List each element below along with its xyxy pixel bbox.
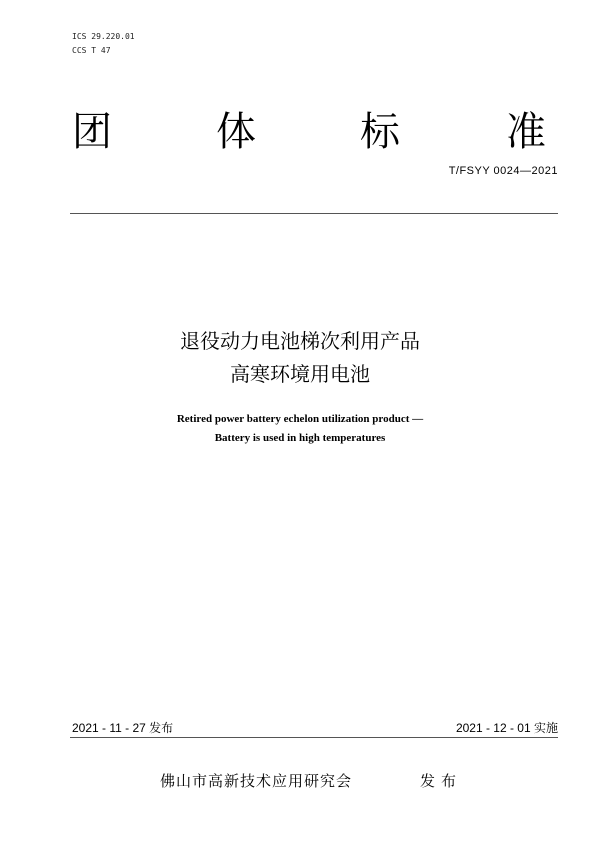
header-char-1: 团 (72, 109, 112, 155)
title-zh-line1: 退役动力电池梯次利用产品 (180, 329, 420, 353)
top-divider (70, 213, 558, 214)
ics-code: ICS 29.220.01 (72, 32, 135, 41)
header-char-3: 标 (360, 109, 400, 155)
header-char-2: 体 (216, 109, 256, 155)
bottom-divider (70, 737, 558, 738)
header-char-4: 准 (506, 109, 546, 155)
issue-label: 发布 (420, 772, 463, 790)
implement-date: 2021 - 12 - 01 实施 (455, 721, 558, 735)
ccs-code: CCS T 47 (72, 46, 111, 55)
issuer-name: 佛山市高新技术应用研究会 (160, 772, 353, 790)
title-zh-line2: 高寒环境用电池 (230, 362, 370, 386)
title-en-line1: Retired power battery echelon utilization product — (176, 413, 424, 425)
title-en-line2: Battery is used in high temperatures (214, 432, 386, 444)
standard-number: T/FSYY 0024—2021 (448, 165, 558, 177)
publish-date: 2021 - 11 - 27 发布 (72, 721, 174, 735)
